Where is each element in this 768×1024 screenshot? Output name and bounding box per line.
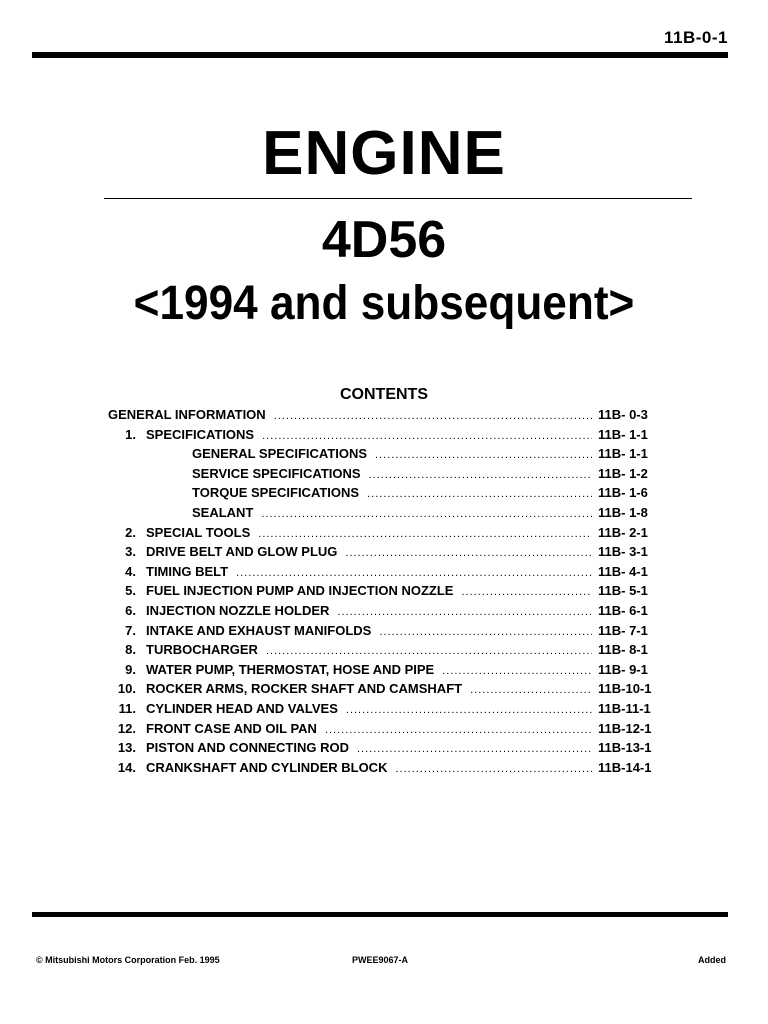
toc-entry-page: 11B- 1-1 [598,426,648,442]
title-divider [104,198,692,199]
toc-entry-page: 11B-13-1 [598,740,652,756]
toc-entry-label: CRANKSHAFT AND CYLINDER BLOCK [146,759,388,775]
page-number: 11B-0-1 [664,28,728,47]
toc-entry-label: GENERAL SPECIFICATIONS [192,446,368,462]
toc-entry-page: 11B- 6-1 [598,602,648,618]
toc-entry-number: 5. [125,583,136,599]
toc-entry-label: CYLINDER HEAD AND VALVES [146,700,338,716]
toc-entry [100,623,660,643]
toc-entry [100,603,660,623]
toc-entry [100,564,660,584]
toc-leader-dots [236,567,592,579]
toc-leader-dots [369,469,592,481]
toc-leader-dots [345,547,592,559]
toc-entry-number: 9. [125,661,136,677]
toc-entry-label: SPECIAL TOOLS [146,524,251,540]
toc-entry [100,544,660,564]
toc-entry-page: 11B- 1-8 [598,504,648,520]
toc-leader-dots [375,449,592,461]
toc-leader-dots [442,665,592,677]
toc-entry-page: 11B- 4-1 [598,563,648,579]
toc-leader-dots [261,508,592,520]
toc-leader-dots [266,645,592,657]
toc-entry-label: GENERAL INFORMATION [108,407,266,422]
toc-entry-page: 11B- 8-1 [598,642,648,658]
toc-entry-number: 1. [125,426,136,442]
toc-entry-label: SPECIFICATIONS [146,426,255,442]
toc-entry [100,446,660,466]
toc-entry-page: 11B-12-1 [598,720,652,736]
toc-entry [100,681,660,701]
toc-entry-page: 11B-11-1 [598,700,651,716]
toc-entry [100,427,660,447]
toc-entry-page: 11B- 7-1 [598,622,648,638]
toc-entry-number: 14. [117,759,136,775]
toc-entry [100,760,660,780]
toc-entry-label: TORQUE SPECIFICATIONS [192,485,360,501]
toc-leader-dots [258,528,592,540]
toc-entry-page: 11B- 5-1 [598,583,648,599]
toc-leader-dots [274,410,592,422]
toc-entry-number: 2. [125,524,136,540]
toc-entry-number: 3. [125,544,136,560]
toc-entry [100,485,660,505]
toc-entry-page: 11B-14-1 [598,759,652,775]
toc-entry-number: 4. [125,563,136,579]
toc-entry-page: 11B- 1-1 [598,446,648,462]
footer-copyright: © Mitsubishi Motors Corporation Feb. 1995 [36,955,220,965]
table-of-contents [100,407,660,779]
footer-status: Added [698,955,726,965]
toc-entry-number: 11. [118,700,136,716]
toc-entry [100,407,660,427]
top-rule [32,52,728,58]
toc-entry-label: PISTON AND CONNECTING ROD [146,740,349,756]
toc-leader-dots [379,626,592,638]
toc-entry [100,466,660,486]
toc-entry-page: 11B- 1-2 [598,465,648,481]
toc-entry [100,740,660,760]
toc-entry-label: DRIVE BELT AND GLOW PLUG [146,544,338,560]
bottom-rule [32,912,728,917]
footer-doc-code: PWEE9067-A [352,955,409,965]
toc-entry-page: 11B- 0-3 [598,407,648,422]
toc-leader-dots [395,763,592,775]
toc-entry-number: 6. [125,602,136,618]
toc-entry-label: TURBOCHARGER [146,642,258,658]
toc-leader-dots [470,684,592,696]
engine-model: 4D56 [321,211,447,269]
contents-heading: CONTENTS [340,386,428,403]
toc-entry-number: 8. [125,642,136,658]
toc-entry-page: 11B- 1-6 [598,485,648,501]
toc-leader-dots [357,743,592,755]
toc-entry-number: 12. [117,720,136,736]
toc-entry-page: 11B- 2-1 [598,524,648,540]
toc-entry-label: SERVICE SPECIFICATIONS [192,465,361,481]
toc-leader-dots [262,430,592,442]
toc-entry-label: TIMING BELT [146,563,229,579]
toc-entry-page: 11B-10-1 [598,681,652,697]
toc-entry-number: 7. [125,622,136,638]
model-years: <1994 and subsequent> [133,277,635,330]
toc-entry-label: INTAKE AND EXHAUST MANIFOLDS [146,622,372,638]
toc-entry-label: INJECTION NOZZLE HOLDER [146,602,330,618]
toc-entry [100,662,660,682]
document-title: ENGINE [262,119,506,188]
toc-leader-dots [337,606,592,618]
toc-entry-label: ROCKER ARMS, ROCKER SHAFT AND CAMSHAFT [146,681,463,697]
toc-entry [100,505,660,525]
toc-entry-label: WATER PUMP, THERMOSTAT, HOSE AND PIPE [146,661,435,677]
toc-entry-number: 13. [117,740,136,756]
toc-entry [100,642,660,662]
toc-entry-label: SEALANT [192,504,254,520]
toc-entry [100,721,660,741]
toc-entry [100,525,660,545]
toc-entry-label: FRONT CASE AND OIL PAN [146,720,317,736]
toc-leader-dots [461,586,592,598]
toc-entry-label: FUEL INJECTION PUMP AND INJECTION NOZZLE [146,583,454,599]
toc-entry [100,583,660,603]
toc-leader-dots [325,724,592,736]
toc-entry [100,701,660,721]
toc-entry-number: 10. [117,681,136,697]
toc-entry-page: 11B- 9-1 [598,661,648,677]
toc-entry-page: 11B- 3-1 [598,544,648,560]
toc-leader-dots [346,704,592,716]
toc-leader-dots [367,488,592,500]
